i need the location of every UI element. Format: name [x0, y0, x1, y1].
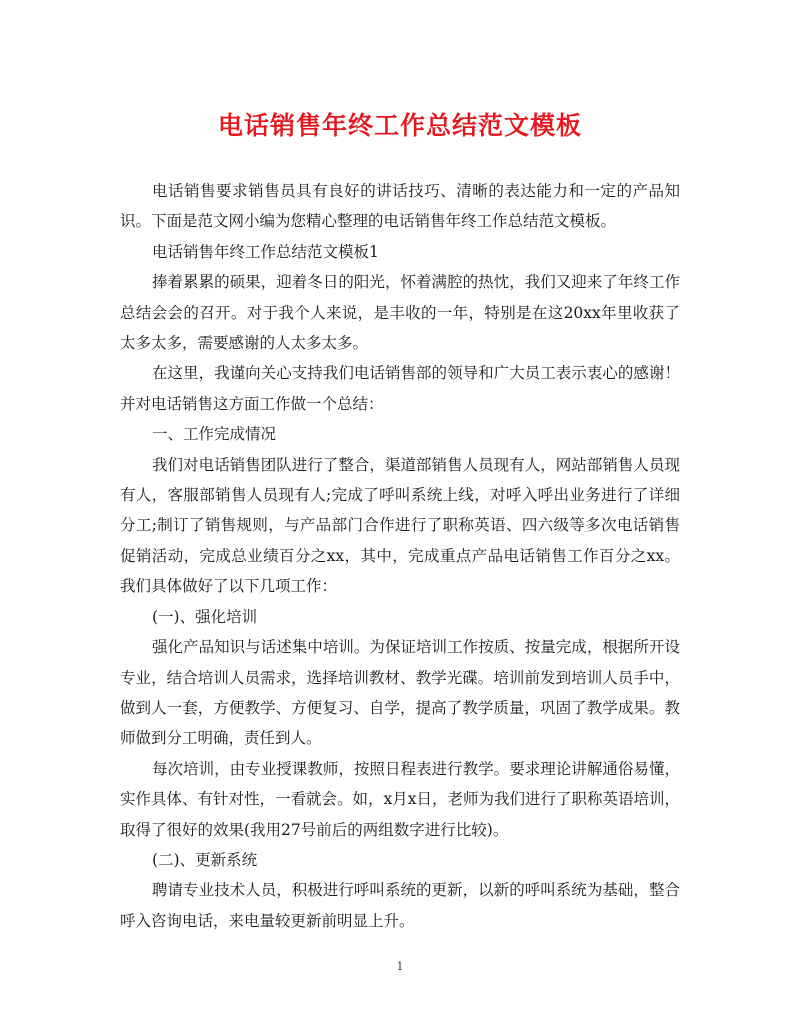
page-number: 1 [396, 960, 404, 973]
body-paragraph: 聘请专业技术人员，积极进行呼叫系统的更新，以新的呼叫系统为基础，整合呼入咨询电话，来电量较更新前明显上升。 [120, 881, 680, 930]
body-paragraph: 在这里，我谨向关心支持我们电话销售部的领导和广大员工表示衷心的感谢！并对电话销售这方面工作做一个总结： [120, 364, 680, 413]
body-paragraph: 每次培训，由专业授课教师，按照日程表进行教学。要求理论讲解通俗易懂，实作具体、有针对性，一看就会。如，x月x日，老师为我们进行了职称英语培训，取得了很好的效果(我用27号前后的两组数字进行比较)。 [120, 759, 680, 839]
subsection-heading: (二)、更新系统 [152, 850, 258, 869]
body-paragraph: 捧着累累的硕果，迎着冬日的阳光，怀着满腔的热忱，我们又迎来了年终工作总结会会的召开。对于我个人来说，是丰收的一年，特别是在这20xx年里收获了太多太多，需要感谢的人太多太多。 [120, 273, 680, 353]
intro-paragraph: 电话销售要求销售员具有良好的讲话技巧、清晰的表达能力和一定的产品知识。下面是范文网小编为您精心整理的电话销售年终工作总结范文模板。 [120, 182, 680, 231]
subsection-heading: (一)、强化培训 [152, 607, 258, 626]
document-body [120, 176, 680, 936]
body-paragraph: 我们对电话销售团队进行了整合，渠道部销售人员现有人，网站部销售人员现有人，客服部销售人员现有人;完成了呼叫系统上线，对呼入呼出业务进行了详细分工;制订了销售规则，与产品部门合作进行了职称英语、四六级等多次电话销售促销活动，完成总业绩百分之xx，其中，完成重点产品电话销售工作百分之xx。我们具体做好了以下几项工作： [120, 455, 680, 596]
body-paragraph: 强化产品知识与话述集中培训。为保证培训工作按质、按量完成，根据所开设专业，结合培训人员需求，选择培训教材、教学光碟。培训前发到培训人员手中，做到人一套，方便教学、方便复习、自学，提高了教学质量，巩固了教学成果。教师做到分工明确，责任到人。 [120, 638, 680, 748]
section-heading: 一、工作完成情况 [152, 425, 277, 444]
section-heading: 电话销售年终工作总结范文模板1 [152, 242, 379, 261]
document-title: 电话销售年终工作总结范文模板 [217, 111, 582, 140]
